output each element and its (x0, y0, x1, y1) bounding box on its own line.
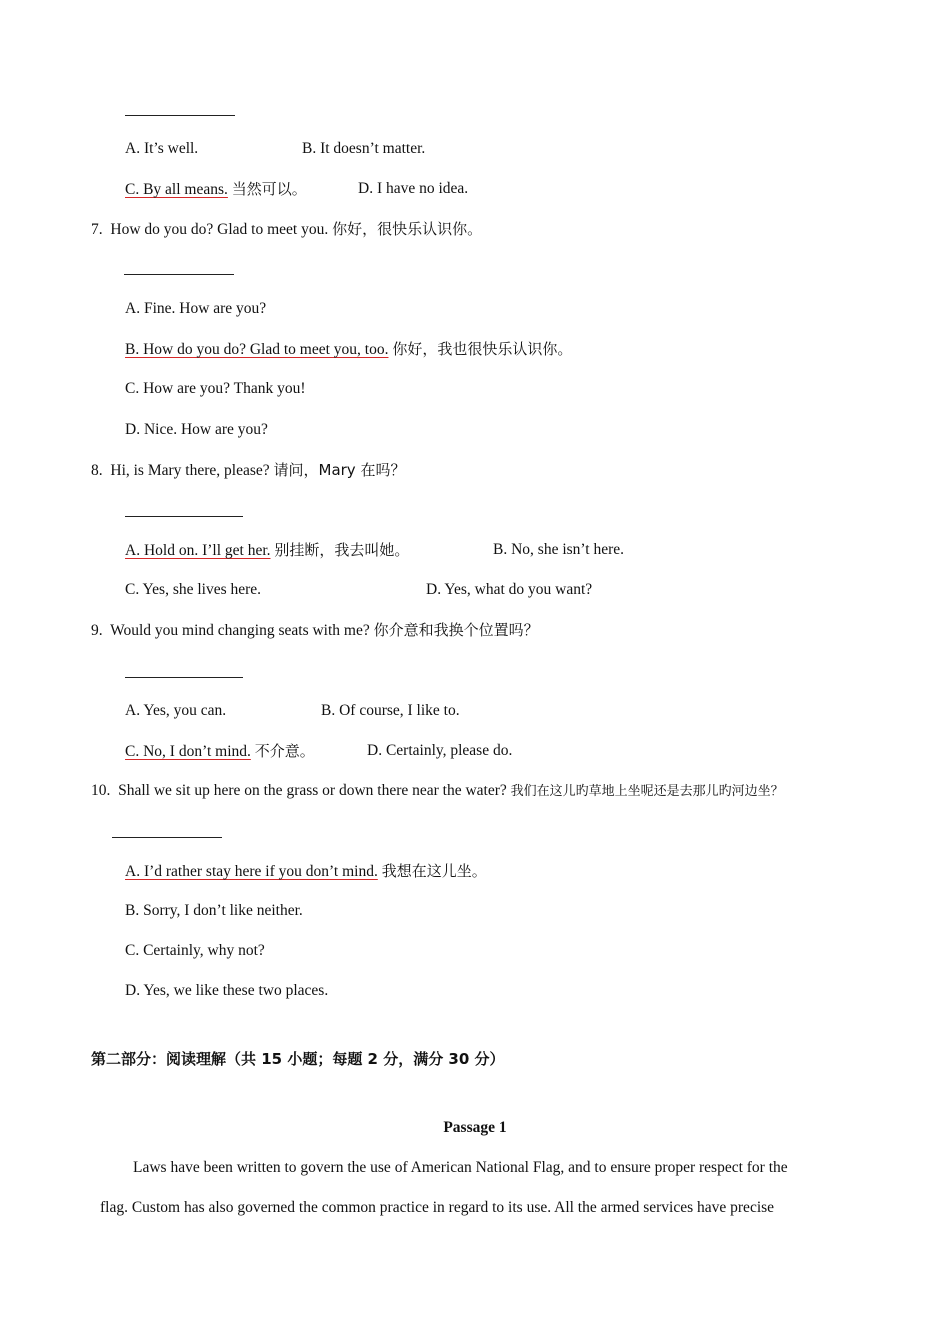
q8-stem (91, 460, 405, 481)
q10-option-c: C. Certainly, why not? (125, 942, 265, 959)
q9-option-c (125, 741, 315, 762)
q9-option-d: D. Certainly, please do. (367, 742, 513, 759)
q6-option-d: D. I have no idea. (358, 180, 469, 197)
q10-option-d: D. Yes, we like these two places. (125, 982, 329, 999)
q10-correct-answer: A. I’d rather stay here if you don’t mind. (125, 863, 378, 880)
q7-stem (91, 219, 482, 240)
q8-answer-translation: 别挂断，我去叫她。 (274, 541, 410, 559)
q7-option-c: C. How are you? Thank you! (125, 380, 306, 397)
passage1-title: Passage 1 (443, 1119, 507, 1136)
q6-correct-answer: C. By all means. (125, 181, 228, 198)
q10-answer-translation: 我想在这儿坐。 (381, 862, 487, 880)
q9-option-a: A. Yes, you can. (125, 702, 227, 719)
q9-correct-answer: C. No, I don’t mind. (125, 743, 251, 760)
answer-blank-q6 (125, 115, 235, 116)
q7-option-d: D. Nice. How are you? (125, 421, 268, 438)
q8-text: Hi, is Mary there, please? (110, 462, 270, 479)
q7-translation: 你好，很快乐认识你。 (332, 220, 483, 238)
q9-translation: 你介意和我换个位置吗？ (373, 621, 539, 639)
q7-answer-translation: 你好，我也很快乐认识你。 (392, 340, 573, 358)
q10-option-a (125, 861, 487, 882)
q10-stem (91, 781, 784, 802)
q7-option-a: A. Fine. How are you? (125, 300, 267, 317)
q8-option-d: D. Yes, what do you want? (426, 581, 593, 598)
passage1-line-2: flag. Custom has also governed the common practice in regard to its use. All the armed services have precise (100, 1199, 775, 1216)
q8-option-a (125, 540, 409, 561)
q7-option-b (125, 339, 572, 360)
q8-translation: 请问，Mary 在吗？ (273, 461, 406, 479)
passage1-line-1: Laws have been written to govern the use of American National Flag, and to ensure proper respect for the (133, 1159, 788, 1176)
q7-number: 7. (91, 221, 103, 238)
q9-text: Would you mind changing seats with me? (110, 622, 370, 639)
q10-option-b: B. Sorry, I don’t like neither. (125, 902, 303, 919)
q9-stem (91, 620, 539, 641)
answer-blank-q9 (125, 677, 243, 678)
q9-answer-translation: 不介意。 (254, 742, 315, 760)
q6-answer-translation: 当然可以。 (231, 180, 307, 198)
answer-blank-q10 (112, 837, 222, 838)
answer-blank-q7 (124, 274, 234, 275)
q9-option-b: B. Of course, I like to. (321, 702, 460, 719)
q6-option-b: B. It doesn’t matter. (302, 140, 426, 157)
q8-number: 8. (91, 462, 103, 479)
section2-heading: 第二部分：阅读理解（共 15 小题；每题 2 分，满分 30 分） (91, 1050, 505, 1068)
q8-option-b: B. No, she isn’t here. (493, 541, 625, 558)
q10-number: 10. (91, 782, 111, 799)
q6-option-c (125, 179, 307, 200)
q6-option-a: A. It’s well. (125, 140, 199, 157)
q10-text: Shall we sit up here on the grass or down there near the water? (118, 782, 507, 799)
q7-correct-answer: B. How do you do? Glad to meet you, too. (125, 341, 389, 358)
answer-blank-q8 (125, 516, 243, 517)
q8-correct-answer: A. Hold on. I’ll get her. (125, 542, 271, 559)
q7-text: How do you do? Glad to meet you. (110, 221, 329, 238)
q8-option-c: C. Yes, she lives here. (125, 581, 262, 598)
q9-number: 9. (91, 622, 103, 639)
q10-translation: 我们在这儿旳草地上坐呢还是去那儿旳河边坐？ (510, 784, 784, 799)
